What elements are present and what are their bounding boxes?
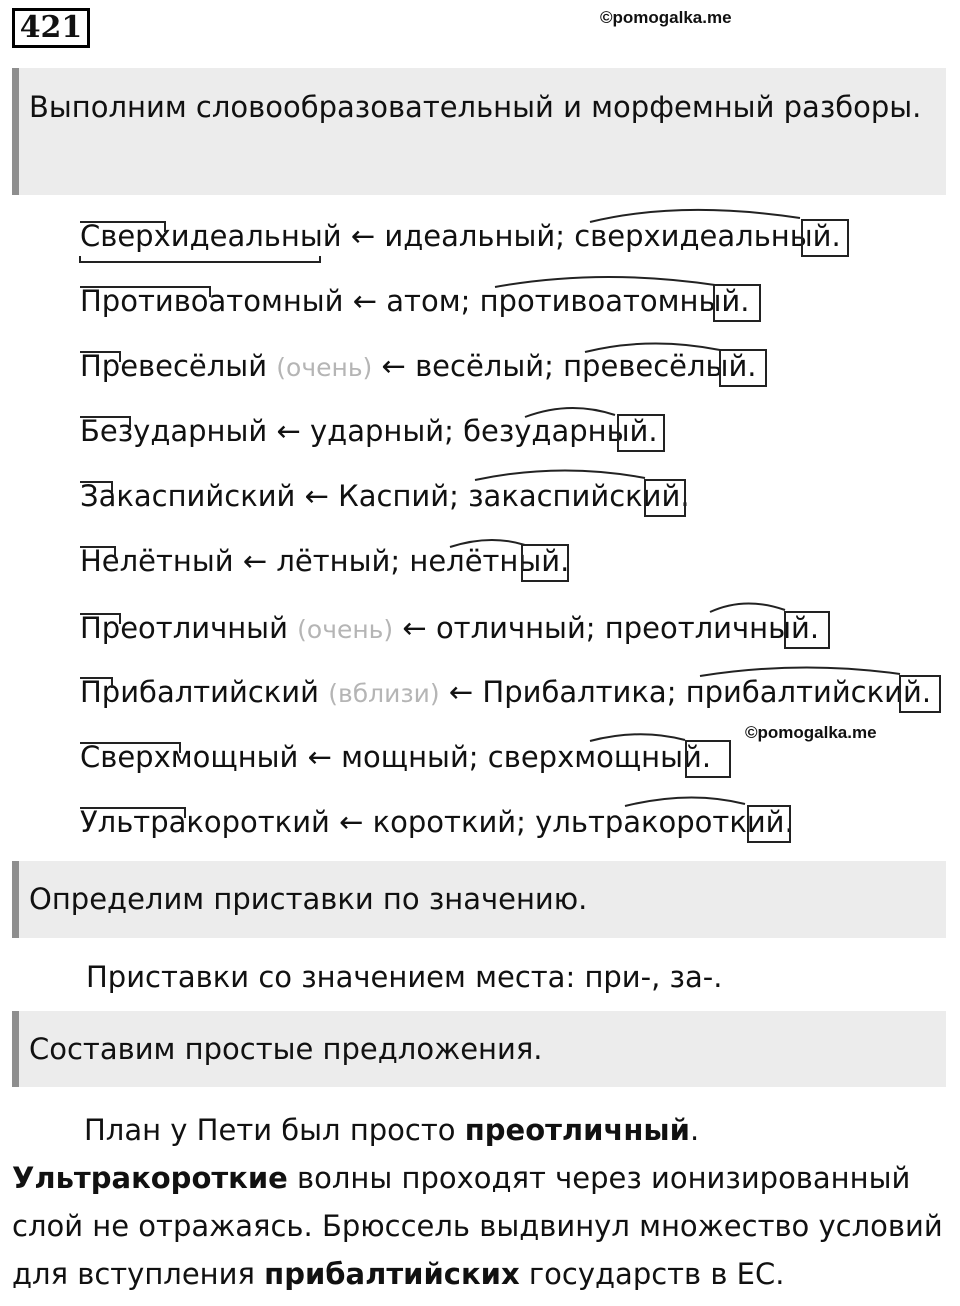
base-word: Каспий <box>338 479 450 513</box>
analysis-row: Сверхмощный ← мощный; сверхмощный. <box>80 740 712 774</box>
base-word: идеальный <box>384 219 556 253</box>
section-heading-prefixes-text: Определим приставки по значению. <box>29 882 588 916</box>
analysis-row: Сверхидеальный ← идеальный; сверхидеальный. <box>80 219 841 253</box>
analysis-row: Закаспийский ← Каспий; закаспийский. <box>80 479 690 513</box>
analysis-row: Преотличный (очень) ← отличный; преотличный. <box>80 611 820 645</box>
sentence-text: . <box>689 1113 700 1147</box>
base-word: атом <box>386 284 461 318</box>
derivation-arrow: ← <box>339 805 364 839</box>
meaning-hint: (очень) <box>276 353 373 382</box>
derived-word: Превесёлый <box>80 349 268 383</box>
base-word: Прибалтика <box>482 675 667 709</box>
derivation-arrow: ← <box>242 544 268 578</box>
derivation-arrow: ← <box>448 675 474 709</box>
sentence-text: План у Пети был просто <box>84 1113 465 1147</box>
analysis-row: Нелётный ← лётный; нелётный. <box>80 544 570 578</box>
derived-word: Безударный <box>80 414 268 448</box>
watermark-middle: ©pomogalka.me <box>745 723 877 742</box>
base-word: отличный <box>435 611 586 645</box>
analysis-row: Превесёлый (очень) ← весёлый; превесёлый. <box>80 349 757 383</box>
derivation-arrow: ← <box>350 219 376 253</box>
derived-word: Ультракороткий <box>80 805 330 839</box>
derivation-arrow: ← <box>276 414 301 448</box>
derivation-arrow: ← <box>352 284 378 318</box>
meaning-hint: (вблизи) <box>328 679 440 708</box>
meaning-hint: (очень) <box>297 615 394 644</box>
parsed-word: закаспийский <box>468 479 681 513</box>
section-heading-analysis <box>12 68 946 195</box>
exercise-number: 421 <box>12 8 90 48</box>
parsed-word: сверхмощный <box>487 740 702 774</box>
prefix-meaning-line: Приставки со значением места: при-, за-. <box>86 960 723 994</box>
derived-word: Прибалтийский <box>80 675 319 709</box>
parsed-word: преотличный <box>604 611 810 645</box>
section-heading-prefixes <box>12 861 946 938</box>
parsed-word: нелётный <box>409 544 561 578</box>
derived-word: Закаспийский <box>80 479 296 513</box>
parsed-word: сверхидеальный <box>574 219 832 253</box>
parsed-word: безударный <box>463 414 649 448</box>
parsed-word: превесёлый <box>563 349 748 383</box>
derived-word: Преотличный <box>80 611 288 645</box>
analysis-row: Прибалтийский (вблизи) ← Прибалтика; прибалтийский. <box>80 675 932 709</box>
base-word: короткий <box>372 805 517 839</box>
parsed-word: ультракороткий <box>535 805 785 839</box>
bold-word: прибалтийских <box>264 1257 520 1291</box>
derivation-arrow: ← <box>307 740 332 774</box>
section-heading-sentences-text: Составим простые предложения. <box>29 1032 543 1066</box>
derived-word: Сверхмощный <box>80 740 299 774</box>
example-sentences <box>12 1106 957 1298</box>
bold-word: преотличный <box>464 1113 690 1147</box>
derivation-arrow: ← <box>304 479 329 513</box>
analysis-row: Безударный ← ударный; безударный. <box>80 414 658 448</box>
base-word: мощный <box>341 740 469 774</box>
derived-word: Противоатомный <box>80 284 344 318</box>
derived-word: Сверхидеальный <box>80 219 342 253</box>
parsed-word: прибалтийский <box>685 675 922 709</box>
parsed-word: противоатомный <box>479 284 741 318</box>
sentence-text: волны проходят через ионизированный слой не отражаясь. Брюссель выдвинул множество условий для вступления <box>12 1161 943 1291</box>
watermark-top: ©pomogalka.me <box>600 8 732 27</box>
base-word: лётный <box>276 544 391 578</box>
base-word: весёлый <box>415 349 545 383</box>
section-heading-analysis-text: Выполним словообразовательный и морфемный разборы. <box>29 90 922 124</box>
analysis-row: Ультракороткий ← короткий; ультракороткий. <box>80 805 794 839</box>
section-heading-sentences <box>12 1011 946 1087</box>
base-underline <box>80 256 320 262</box>
bold-word: Ультракороткие <box>12 1161 288 1195</box>
analysis-row: Противоатомный ← атом; противоатомный. <box>80 284 750 318</box>
derived-word: Нелётный <box>80 544 234 578</box>
derivation-arrow: ← <box>402 611 427 645</box>
derivation-arrow: ← <box>381 349 406 383</box>
base-word: ударный <box>310 414 445 448</box>
sentence-text: государств в ЕС. <box>519 1257 785 1291</box>
